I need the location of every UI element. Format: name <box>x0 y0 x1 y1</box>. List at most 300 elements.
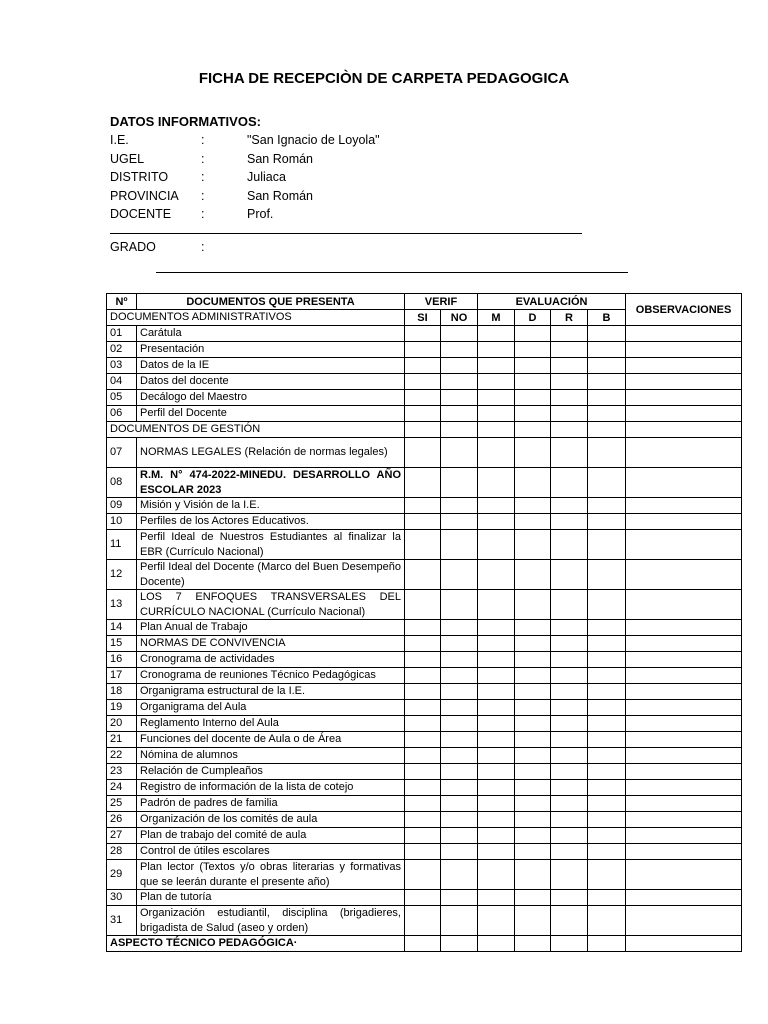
check-cell <box>405 844 441 860</box>
check-cell <box>515 812 551 828</box>
section-tecnico: ASPECTO TÉCNICO PEDAGÓGICA· <box>107 936 405 952</box>
table-row <box>107 890 742 906</box>
check-cell <box>626 468 742 498</box>
check-cell <box>441 590 478 620</box>
field-grado <box>110 240 310 258</box>
check-cell <box>626 890 742 906</box>
header-observaciones: OBSERVACIONES <box>626 294 742 326</box>
check-cell <box>551 780 588 796</box>
check-cell <box>588 684 626 700</box>
check-cell <box>551 390 588 406</box>
row-number: 26 <box>107 812 137 828</box>
check-cell <box>405 468 441 498</box>
row-number: 21 <box>107 732 137 748</box>
check-cell <box>626 812 742 828</box>
check-cell <box>405 358 441 374</box>
check-cell <box>478 422 515 438</box>
row-number: 29 <box>107 860 137 890</box>
check-cell <box>478 684 515 700</box>
check-cell <box>515 716 551 732</box>
table-row <box>107 700 742 716</box>
check-cell <box>515 668 551 684</box>
row-number: 05 <box>107 390 137 406</box>
check-cell <box>515 844 551 860</box>
check-cell <box>441 828 478 844</box>
check-cell <box>588 936 626 952</box>
field-label: DOCENTE <box>110 207 172 221</box>
check-cell <box>551 732 588 748</box>
check-cell <box>588 828 626 844</box>
check-cell <box>441 438 478 468</box>
check-cell <box>551 422 588 438</box>
check-cell <box>588 890 626 906</box>
check-cell <box>551 514 588 530</box>
check-cell <box>478 636 515 652</box>
header-docs: DOCUMENTOS QUE PRESENTA <box>137 294 405 310</box>
check-cell <box>405 936 441 952</box>
check-cell <box>551 636 588 652</box>
check-cell <box>551 796 588 812</box>
check-cell <box>626 732 742 748</box>
check-cell <box>441 860 478 890</box>
field-value: Juliaca <box>247 170 286 184</box>
check-cell <box>626 326 742 342</box>
table-row <box>107 620 742 636</box>
field-separator: : <box>201 151 205 166</box>
row-number: 27 <box>107 828 137 844</box>
section-row <box>107 936 742 952</box>
row-document: Cronograma de actividades <box>137 652 405 668</box>
check-cell <box>515 748 551 764</box>
check-cell <box>441 326 478 342</box>
check-cell <box>588 514 626 530</box>
check-cell <box>626 700 742 716</box>
check-cell <box>588 860 626 890</box>
check-cell <box>405 700 441 716</box>
row-number: 22 <box>107 748 137 764</box>
row-document: Plan de trabajo del comité de aula <box>137 828 405 844</box>
check-cell <box>588 358 626 374</box>
check-cell <box>551 620 588 636</box>
check-cell <box>405 514 441 530</box>
check-cell <box>626 514 742 530</box>
check-cell <box>626 668 742 684</box>
row-document: Plan Anual de Trabajo <box>137 620 405 636</box>
row-document: Perfiles de los Actores Educativos. <box>137 514 405 530</box>
check-cell <box>626 406 742 422</box>
check-cell <box>478 468 515 498</box>
check-cell <box>441 374 478 390</box>
check-cell <box>515 936 551 952</box>
row-number: 13 <box>107 590 137 620</box>
table-row <box>107 326 742 342</box>
check-cell <box>405 684 441 700</box>
check-cell <box>626 684 742 700</box>
check-cell <box>626 530 742 560</box>
check-cell <box>515 636 551 652</box>
check-cell <box>478 828 515 844</box>
field-docente <box>110 205 590 224</box>
row-document: Datos de la IE <box>137 358 405 374</box>
row-number: 20 <box>107 716 137 732</box>
check-cell <box>588 620 626 636</box>
check-cell <box>478 860 515 890</box>
check-cell <box>515 498 551 514</box>
check-cell <box>551 358 588 374</box>
check-cell <box>588 406 626 422</box>
row-document: Control de útiles escolares <box>137 844 405 860</box>
row-document: Datos del docente <box>137 374 405 390</box>
check-cell <box>515 468 551 498</box>
check-cell <box>626 764 742 780</box>
table-row <box>107 636 742 652</box>
table-row <box>107 906 742 936</box>
check-cell <box>478 498 515 514</box>
check-cell <box>441 700 478 716</box>
check-cell <box>551 326 588 342</box>
row-number: 18 <box>107 684 137 700</box>
page-title: FICHA DE RECEPCIÒN DE CARPETA PEDAGOGICA <box>198 70 570 87</box>
row-number: 03 <box>107 358 137 374</box>
row-number: 31 <box>107 906 137 936</box>
check-cell <box>441 844 478 860</box>
check-cell <box>478 668 515 684</box>
check-cell <box>405 406 441 422</box>
field-separator: : <box>201 207 205 221</box>
check-cell <box>478 514 515 530</box>
check-cell <box>441 716 478 732</box>
check-cell <box>588 844 626 860</box>
row-document: Organización estudiantil, disciplina (brigadieres, brigadista de Salud (aseo y orden) <box>137 906 405 936</box>
check-cell <box>478 374 515 390</box>
check-cell <box>588 796 626 812</box>
check-cell <box>626 844 742 860</box>
check-cell <box>441 560 478 590</box>
row-number: 19 <box>107 700 137 716</box>
check-cell <box>478 342 515 358</box>
check-cell <box>405 438 441 468</box>
check-cell <box>551 936 588 952</box>
check-cell <box>588 390 626 406</box>
check-cell <box>405 636 441 652</box>
check-cell <box>478 438 515 468</box>
row-number: 09 <box>107 498 137 514</box>
check-cell <box>588 812 626 828</box>
row-number: 25 <box>107 796 137 812</box>
check-cell <box>551 374 588 390</box>
check-cell <box>626 780 742 796</box>
row-document: Plan lector (Textos y/o obras literarias y formativas que se leerán durante el presente año) <box>137 860 405 890</box>
check-cell <box>441 342 478 358</box>
check-cell <box>478 620 515 636</box>
section-row <box>107 422 742 438</box>
check-cell <box>626 590 742 620</box>
header-row <box>107 294 742 310</box>
check-cell <box>478 780 515 796</box>
check-cell <box>405 498 441 514</box>
table-row <box>107 390 742 406</box>
datos-heading: DATOS INFORMATIVOS: <box>110 114 261 129</box>
row-number: 06 <box>107 406 137 422</box>
check-cell <box>405 342 441 358</box>
check-cell <box>441 780 478 796</box>
check-cell <box>515 374 551 390</box>
row-document: Plan de tutoría <box>137 890 405 906</box>
check-cell <box>626 716 742 732</box>
check-cell <box>515 406 551 422</box>
check-cell <box>441 422 478 438</box>
check-cell <box>551 748 588 764</box>
check-cell <box>405 422 441 438</box>
row-document: Misión y Visión de la I.E. <box>137 498 405 514</box>
check-cell <box>405 748 441 764</box>
check-cell <box>588 438 626 468</box>
check-cell <box>405 652 441 668</box>
field-value: "San Ignacio de Loyola" <box>247 133 380 147</box>
check-cell <box>515 906 551 936</box>
row-number: 04 <box>107 374 137 390</box>
check-cell <box>551 438 588 468</box>
row-document: Perfil del Docente <box>137 406 405 422</box>
row-document: Reglamento Interno del Aula <box>137 716 405 732</box>
check-cell <box>441 498 478 514</box>
row-document: Decálogo del Maestro <box>137 390 405 406</box>
check-cell <box>405 620 441 636</box>
check-cell <box>478 406 515 422</box>
check-cell <box>405 812 441 828</box>
table-row <box>107 716 742 732</box>
check-cell <box>405 764 441 780</box>
row-document: NORMAS LEGALES (Relación de normas legales) <box>137 438 405 468</box>
check-cell <box>588 764 626 780</box>
check-cell <box>441 620 478 636</box>
check-cell <box>626 342 742 358</box>
row-number: 23 <box>107 764 137 780</box>
check-cell <box>441 668 478 684</box>
check-cell <box>441 530 478 560</box>
row-number: 28 <box>107 844 137 860</box>
table-row <box>107 438 742 468</box>
row-document: Nómina de alumnos <box>137 748 405 764</box>
check-cell <box>405 668 441 684</box>
check-cell <box>551 406 588 422</box>
check-cell <box>551 890 588 906</box>
row-document: Cronograma de reuniones Técnico Pedagógicas <box>137 668 405 684</box>
check-cell <box>551 684 588 700</box>
row-document: Funciones del docente de Aula o de Área <box>137 732 405 748</box>
table-row <box>107 652 742 668</box>
check-cell <box>441 906 478 936</box>
row-number: 10 <box>107 514 137 530</box>
check-cell <box>441 514 478 530</box>
check-cell <box>551 844 588 860</box>
header-si: SI <box>405 310 441 326</box>
check-cell <box>478 358 515 374</box>
check-cell <box>588 716 626 732</box>
row-number: 17 <box>107 668 137 684</box>
row-number: 08 <box>107 468 137 498</box>
check-cell <box>441 936 478 952</box>
check-cell <box>551 764 588 780</box>
check-cell <box>515 358 551 374</box>
check-cell <box>515 590 551 620</box>
row-document: Padrón de padres de familia <box>137 796 405 812</box>
check-cell <box>588 498 626 514</box>
check-cell <box>626 358 742 374</box>
check-cell <box>441 890 478 906</box>
check-cell <box>405 390 441 406</box>
check-cell <box>478 390 515 406</box>
row-number: 07 <box>107 438 137 468</box>
documents-table <box>106 293 742 952</box>
check-cell <box>626 422 742 438</box>
check-cell <box>515 684 551 700</box>
row-document: Relación de Cumpleaños <box>137 764 405 780</box>
table-row <box>107 796 742 812</box>
check-cell <box>626 748 742 764</box>
check-cell <box>405 590 441 620</box>
check-cell <box>551 828 588 844</box>
grado-fill-line <box>156 272 628 273</box>
check-cell <box>478 764 515 780</box>
row-number: 11 <box>107 530 137 560</box>
field-label: UGEL <box>110 151 145 166</box>
check-cell <box>588 748 626 764</box>
section-admin: DOCUMENTOS ADMINISTRATIVOS <box>107 310 405 326</box>
header-evaluacion: EVALUACIÓN <box>478 294 626 310</box>
check-cell <box>478 906 515 936</box>
table-row <box>107 406 742 422</box>
table-row <box>107 374 742 390</box>
check-cell <box>626 636 742 652</box>
check-cell <box>551 468 588 498</box>
check-cell <box>405 716 441 732</box>
check-cell <box>478 748 515 764</box>
table-row <box>107 358 742 374</box>
check-cell <box>626 498 742 514</box>
check-cell <box>626 652 742 668</box>
check-cell <box>626 374 742 390</box>
header-r: R <box>551 310 588 326</box>
check-cell <box>626 390 742 406</box>
check-cell <box>551 342 588 358</box>
check-cell <box>588 530 626 560</box>
check-cell <box>441 732 478 748</box>
header-verif: VERIF <box>405 294 478 310</box>
row-number: 16 <box>107 652 137 668</box>
row-document: Registro de información de la lista de cotejo <box>137 780 405 796</box>
table-row <box>107 860 742 890</box>
check-cell <box>441 812 478 828</box>
check-cell <box>478 890 515 906</box>
section-gestion: DOCUMENTOS DE GESTIÓN <box>107 422 405 438</box>
field-ugel <box>110 150 590 169</box>
table-row <box>107 684 742 700</box>
check-cell <box>626 860 742 890</box>
header-no: NO <box>441 310 478 326</box>
field-separator: : <box>201 133 205 147</box>
check-cell <box>478 590 515 620</box>
row-document: Perfil Ideal del Docente (Marco del Buen Desempeño Docente) <box>137 560 405 590</box>
check-cell <box>441 636 478 652</box>
row-document: Carátula <box>137 326 405 342</box>
check-cell <box>515 620 551 636</box>
table-row <box>107 828 742 844</box>
check-cell <box>588 560 626 590</box>
check-cell <box>478 700 515 716</box>
table-row <box>107 732 742 748</box>
check-cell <box>441 406 478 422</box>
row-document: Presentación <box>137 342 405 358</box>
check-cell <box>405 780 441 796</box>
field-separator: : <box>201 170 205 184</box>
check-cell <box>478 812 515 828</box>
check-cell <box>626 936 742 952</box>
check-cell <box>515 700 551 716</box>
check-cell <box>478 936 515 952</box>
check-cell <box>551 860 588 890</box>
check-cell <box>515 796 551 812</box>
check-cell <box>588 636 626 652</box>
check-cell <box>515 764 551 780</box>
check-cell <box>405 860 441 890</box>
table-row <box>107 514 742 530</box>
check-cell <box>626 438 742 468</box>
check-cell <box>515 514 551 530</box>
table-row <box>107 812 742 828</box>
table-row <box>107 590 742 620</box>
check-cell <box>551 498 588 514</box>
check-cell <box>515 860 551 890</box>
field-label: I.E. <box>110 133 129 147</box>
check-cell <box>478 652 515 668</box>
table-row <box>107 498 742 514</box>
table-row <box>107 668 742 684</box>
row-document: Organización de los comités de aula <box>137 812 405 828</box>
check-cell <box>588 590 626 620</box>
check-cell <box>515 326 551 342</box>
check-cell <box>551 590 588 620</box>
check-cell <box>478 530 515 560</box>
docente-fill-line <box>110 233 582 234</box>
check-cell <box>441 390 478 406</box>
check-cell <box>551 906 588 936</box>
field-label: DISTRITO <box>110 170 169 184</box>
field-distrito <box>110 168 590 187</box>
row-number: 12 <box>107 560 137 590</box>
check-cell <box>405 530 441 560</box>
row-number: 02 <box>107 342 137 358</box>
field-value: San Román <box>247 188 314 203</box>
datos-informativos <box>110 112 590 224</box>
check-cell <box>405 560 441 590</box>
field-value: San Román <box>247 151 314 166</box>
check-cell <box>478 326 515 342</box>
check-cell <box>405 906 441 936</box>
table-row <box>107 560 742 590</box>
row-document: Organigrama estructural de la I.E. <box>137 684 405 700</box>
row-number: 01 <box>107 326 137 342</box>
row-document: R.M. N° 474-2022-MINEDU. DESARROLLO AÑO ESCOLAR 2023 <box>137 468 405 498</box>
check-cell <box>626 620 742 636</box>
check-cell <box>478 716 515 732</box>
check-cell <box>515 890 551 906</box>
check-cell <box>551 560 588 590</box>
check-cell <box>515 390 551 406</box>
check-cell <box>405 828 441 844</box>
row-number: 24 <box>107 780 137 796</box>
row-number: 15 <box>107 636 137 652</box>
